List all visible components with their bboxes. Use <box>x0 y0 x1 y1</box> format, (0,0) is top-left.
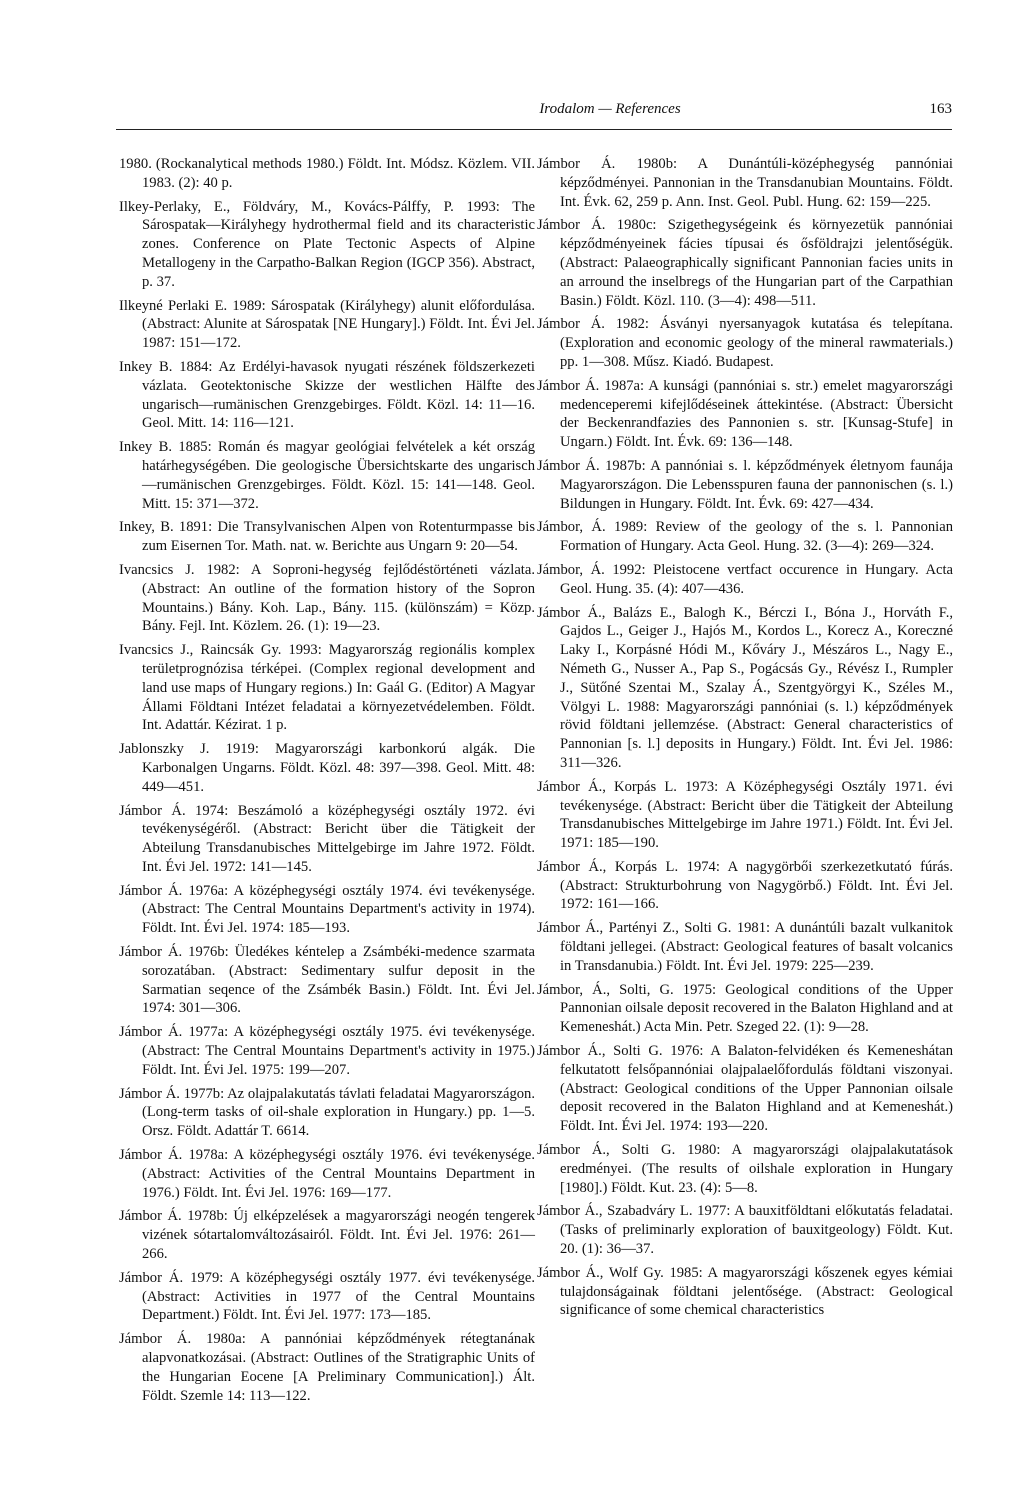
reference-entry: Jámbor Á. 1977a: A középhegységi osztály 1975. évi tevékenysége. (Abstract: The Central Mountains Department's activity in 1975.) Földt. Int. Évi Jel. 1975: 199—207. <box>119 1024 535 1078</box>
reference-entry: Inkey B. 1884: Az Erdélyi-havasok nyugati részének földszerkezeti vázlata. Geotektonische Skizze der westlichen Hälfte des ungarisch—rumänischen Grenzgebirges. Földt. Közl. 14: 11—16. Geol. Mitt. 14: 116—121. <box>119 358 535 432</box>
reference-entry: Jámbor Á., Partényi Z., Solti G. 1981: A dunántúli bazalt vulkanitok földtani jellegei. (Abstract: Geological features of basalt volcanics in Transdanubia.) Földt. Int. Évi Jel. 1979: 225—239. <box>537 920 953 974</box>
reference-entry: Jámbor Á. 1976b: Üledékes kéntelep a Zsámbéki-medence szarmata sorozatában. (Abstract: Sedimentary sulfur deposit in the Sarmatian seqence of the Zsámbék Basin.) Földt. Int. Évi Jel. 1974: 301—306. <box>119 944 535 1017</box>
reference-entry: Jámbor Á., Korpás L. 1974: A nagygörbői szerkezetkutató fúrás. (Abstract: Strukturbohrung von Nagygörbő.) Földt. Int. Évi Jel. 1972: 161—166. <box>537 858 953 913</box>
reference-entry: Jámbor Á. 1980b: A Dunántúli-középhegység pannóniai képződményei. Pannonian in the Transdanubian Mountains. Földt. Int. Évk. 62, 259 p. Ann. Inst. Geol. Publ. Hung. 62: 159—225. <box>537 156 953 210</box>
reference-entry: Jámbor Á. 1976a: A középhegységi osztály 1974. évi tevékenysége. (Abstract: The Central Mountains Department's activity in 1974). Földt. Int. Évi Jel. 1974: 185—193. <box>119 882 535 937</box>
reference-entry: Jámbor, Á. 1992: Pleistocene vertfact occurence in Hungary. Acta Geol. Hung. 35. (4): 407—436. <box>537 561 953 597</box>
reference-entry: Jámbor Á., Solti G. 1980: A magyarországi olajpalakutatások eredményei. (The results of oilshale exploration in Hungary [1980].) Földt. Kut. 23. (4): 5—8. <box>537 1142 953 1196</box>
reference-entry: Jámbor Á. 1980c: Szigethegységeink és környezetük pannóniai képződményeinek fácies típusai és ősföldrajzi jelentőségük. (Abstract: Palaeographically significant Pannonian facies units in an arround the inselbregs of the Hungarian part of the Carpathian Basin.) Földt. Közl. 110. (3—4): 498—511. <box>537 217 953 309</box>
header-rule <box>116 129 952 130</box>
reference-entry: Jámbor Á. 1987a: A kunsági (pannóniai s. str.) emelet magyarországi medenceperemi kifejlődéseinek áttekintése. (Abstract: Übersicht der Beckenrandfazies des Pannonien s. str. [Kunsag-Stufe] in Ungarn.) Földt. Int. Évk. 69: 136—148. <box>537 377 953 451</box>
reference-entry: Jámbor Á., Szabadváry L. 1977: A bauxitföldtani előkutatás feladatai. (Tasks of preliminarly exploration of bauxitgeology) Földt. Kut. 20. (1): 36—37. <box>537 1203 953 1258</box>
reference-entry: Jámbor Á., Solti G. 1976: A Balaton-felvidéken és Kemeneshátan felkutatott felsőpannóniai olajpalaelőfordulás földtani viszonyai. (Abstract: Geological conditions of the Upper Pannonian oilsale deposit recovered in the Balaton Highland and at Kemeneshát.) Földt. Int. Évi Jel. 1974: 193—220. <box>537 1043 953 1135</box>
reference-entry: Inkey, B. 1891: Die Transylvanischen Alpen von Rotenturmpasse bis zum Eisernen Tor. Math. nat. w. Berichte aus Ungarn 9: 20—54. <box>119 519 535 555</box>
reference-entry: Jámbor Á., Wolf Gy. 1985: A magyarországi kőszenek egyes kémiai tulajdonságainak földtani jelentősége. (Abstract: Geological significance of some chemical characteristics <box>537 1264 953 1319</box>
reference-entry: Jámbor Á. 1978a: A középhegységi osztály 1976. évi tevékenysége. (Abstract: Activities of the Central Mountains Department in 1976.) Földt. Int. Évi Jel. 1976: 169—177. <box>119 1147 535 1201</box>
reference-entry: Jámbor Á. 1978b: Új elképzelések a magyarországi neogén tengerek vizének sótartalomváltozásairól. Földt. Int. Évi Jel. 1976: 261—266. <box>119 1208 535 1263</box>
reference-entry: Jámbor Á. 1974: Beszámoló a középhegységi osztály 1972. évi tevékenységéről. (Abstract: Bericht über die Tätigkeit der Abteilung Transdanubisches Mittelgebirge im Jahre 1972. Földt. Int. Évi Jel. 1972: 141—145. <box>119 802 535 875</box>
reference-column-right <box>537 155 953 1325</box>
reference-entry: Jámbor Á., Balázs E., Balogh K., Bérczi I., Bóna J., Horváth F., Gajdos L., Geiger J., Hajós M., Kordos L., Korecz A., Koreczné Laky I., Korpásné Hódi M., Kőváry J., Mészáros L., Nagy E., Németh G., Nusser A., Pap S., Pogácsás Gy., Révész I., Rumpler J., Sütőné Szentai M., Szalay Á., Szentgyörgyi K., Széles M., Völgyi L. 1988: Magyarországi pannóniai (s. l.) képződmények rövid földtani jellemzése. (Abstract: General characteristics of Pannonian [s. l.] deposits in Hungary.) Földt. Int. Évi Jel. 1986: 311—326. <box>537 604 953 771</box>
reference-entry: Jámbor, Á., Solti, G. 1975: Geological conditions of the Upper Pannonian oilsale deposit recovered in the Balaton Highland and at Kemeneshát.) Acta Min. Petr. Szeged 22. (1): 9—28. <box>537 981 953 1036</box>
reference-entry: Jámbor, Á. 1989: Review of the geology of the s. l. Pannonian Formation of Hungary. Acta Geol. Hung. 32. (3—4): 269—324. <box>537 519 953 555</box>
reference-entry: Jámbor Á., Korpás L. 1973: A Középhegységi Osztály 1971. évi tevékenysége. (Abstract: Bericht über die Tätigkeit der Abteilung Transdanubisches Mittelgebirge im Jahre 1971.) Földt. Int. Évi Jel. 1971: 185—190. <box>537 778 953 852</box>
reference-entry: Jámbor Á. 1982: Ásványi nyersanyagok kutatása és telepítana. (Exploration and economic geology of the mineral rawmaterials.) pp. 1—308. Műsz. Kiadó. Budapest. <box>537 316 953 370</box>
reference-entry: Jablonszky J. 1919: Magyarországi karbonkorú algák. Die Karbonalgen Ungarns. Földt. Közl. 48: 397—398. Geol. Mitt. 48: 449—451. <box>119 741 535 795</box>
reference-entry: Jámbor Á. 1977b: Az olajpalakutatás távlati feladatai Magyarországon. (Long-term tasks of oil-shale exploration in Hungary.) pp. 1—5. Orsz. Földt. Adattár T. 6614. <box>119 1085 535 1140</box>
reference-entry: Ivancsics J. 1982: A Soproni-hegység fejlődéstörténeti vázlata. (Abstract: An outline of the formation history of the Sopron Mountains.) Bány. Koh. Lap., Bány. 115. (különszám) = Közp. Bány. Fejl. Int. Közlem. 26. (1): 19—23. <box>119 561 535 635</box>
reference-entry: Inkey B. 1885: Román és magyar geológiai felvételek a két ország határhegységében. Die geologische Übersichtskarte des ungarisch—rumänischen Grenzgebirges. Földt. Közl. 15: 141—148. Geol. Mitt. 15: 371—372. <box>119 439 535 512</box>
page-number: 163 <box>929 101 952 117</box>
reference-entry: Jámbor Á. 1980a: A pannóniai képződmények rétegtanának alapvonatkozásai. (Abstract: Outlines of the Stratigraphic Units of the Hungarian Eocene [A Preliminary Communication].) Ált. Földt. Szemle 14: 113—122. <box>119 1331 535 1404</box>
reference-entry: Ilkey-Perlaky, E., Földváry, M., Kovács-Pálffy, P. 1993: The Sárospatak—Királyhegy hydrothermal field and its characteristic zones. Conference on Plate Tectonic Aspects of Alpine Metallogeny in the Carpatho-Balkan Region (IGCP 356). Abstract, p. 37. <box>119 198 535 290</box>
reference-entry: Jámbor Á. 1987b: A pannóniai s. l. képződmények életnyom faunája Magyarországon. Die Lebensspuren fauna der pannonischen (s. l.) Bildungen in Hungary. Földt. Int. Évk. 69: 427—434. <box>537 457 953 512</box>
reference-entry: Ivancsics J., Raincsák Gy. 1993: Magyarország regionális komplex területprognózisa térképei. (Complex regional development and land use maps of Hungary regions.) In: Gaál G. (Editor) A Magyar Állami Földtani Intézet feladatai a környezetvédelemben. Földt. Int. Adattár. Kézirat. 1 p. <box>119 642 535 734</box>
reference-entry: Jámbor Á. 1979: A középhegységi osztály 1977. évi tevékenysége. (Abstract: Activities in 1977 of the Central Mountains Department.) Földt. Int. Évi Jel. 1977: 173—185. <box>119 1269 535 1324</box>
reference-entry: Ilkeyné Perlaki E. 1989: Sárospatak (Királyhegy) alunit előfordulása. (Abstract: Alunite at Sárospatak [NE Hungary].) Földt. Int. Évi Jel. 1987: 151—172. <box>119 297 535 352</box>
reference-entry: 1980. (Rockanalytical methods 1980.) Földt. Int. Módsz. Közlem. VII. 1983. (2): 40 p. <box>119 156 535 191</box>
running-header-title: Irodalom — References <box>539 101 681 117</box>
reference-column-left <box>119 155 535 1410</box>
